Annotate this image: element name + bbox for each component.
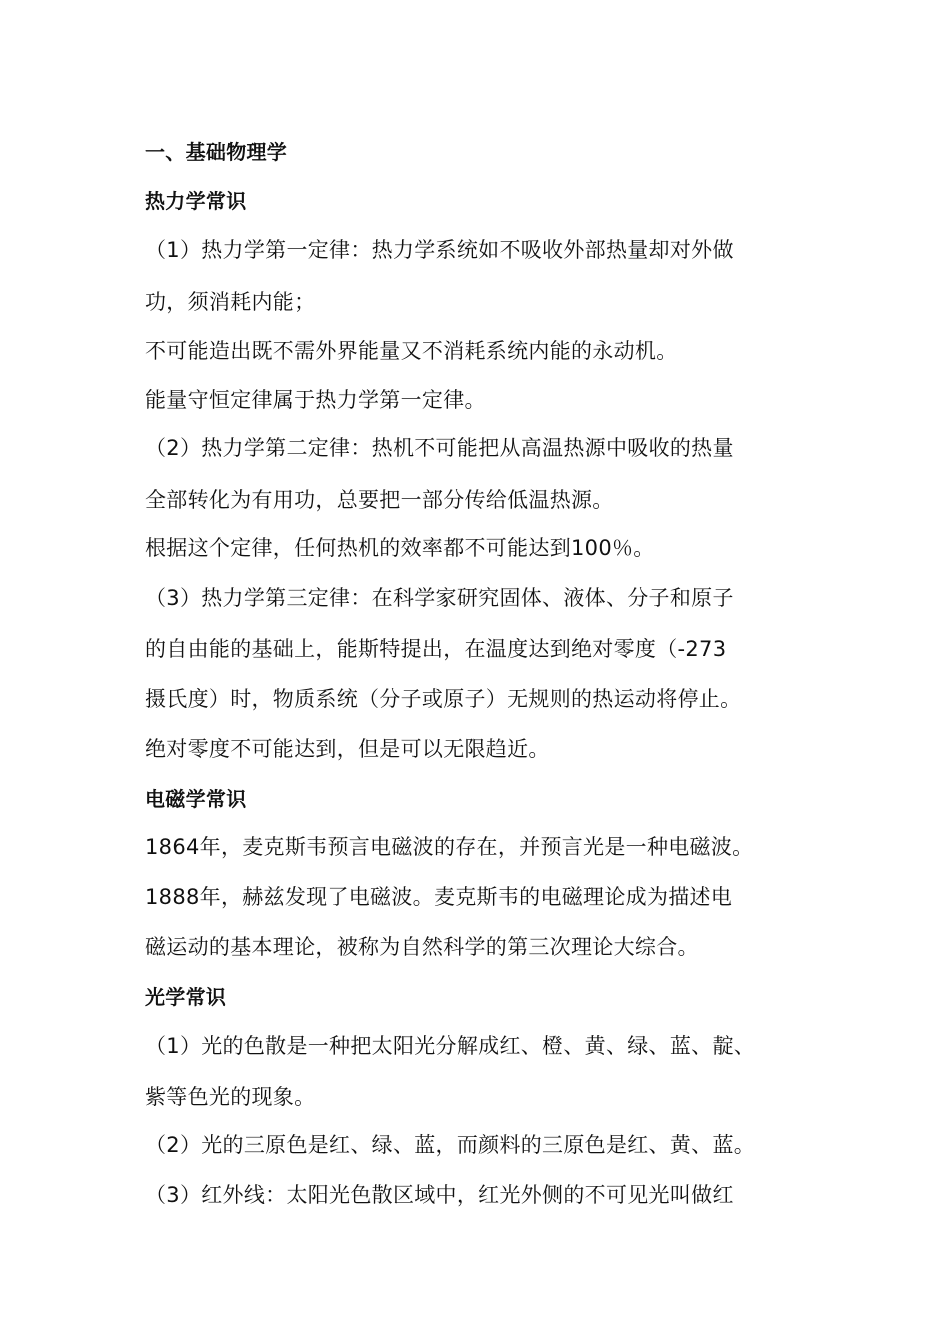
paragraph-line: 根据这个定律，任何热机的效率都不可能达到100％。 xyxy=(145,536,655,560)
paragraph-line: （2）光的三原色是红、绿、蓝，而颜料的三原色是红、黄、蓝。 xyxy=(145,1133,756,1157)
paragraph-line: 1888年，赫兹发现了电磁波。麦克斯韦的电磁理论成为描述电 xyxy=(145,885,733,909)
section-heading-thermodynamics: 热力学常识 xyxy=(145,189,247,213)
paragraph-line: 1864年，麦克斯韦预言电磁波的存在，并预言光是一种电磁波。 xyxy=(145,835,754,859)
paragraph-line: 摄氏度）时，物质系统（分子或原子）无规则的热运动将停止。 xyxy=(145,687,742,711)
section-heading-electromagnetism: 电磁学常识 xyxy=(145,787,247,811)
paragraph-line: 紫等色光的现象。 xyxy=(145,1085,316,1109)
paragraph-line: 能量守恒定律属于热力学第一定律。 xyxy=(145,388,486,412)
paragraph-line: 全部转化为有用功，总要把一部分传给低温热源。 xyxy=(145,488,614,512)
paragraph-line: 的自由能的基础上，能斯特提出，在温度达到绝对零度（-273 xyxy=(145,637,727,661)
document-title: 一、基础物理学 xyxy=(145,140,288,164)
paragraph-line: （3）红外线：太阳光色散区域中，红光外侧的不可见光叫做红 xyxy=(145,1183,734,1207)
paragraph-line: 不可能造出既不需外界能量又不消耗系统内能的永动机。 xyxy=(145,339,678,363)
paragraph-line: 功，须消耗内能； xyxy=(145,290,316,314)
paragraph-line: 绝对零度不可能达到，但是可以无限趋近。 xyxy=(145,737,550,761)
paragraph-line: （2）热力学第二定律：热机不可能把从高温热源中吸收的热量 xyxy=(145,436,734,460)
section-heading-optics: 光学常识 xyxy=(145,985,227,1009)
paragraph-line: （1）热力学第一定律：热力学系统如不吸收外部热量却对外做 xyxy=(145,238,734,262)
paragraph-line: （1）光的色散是一种把太阳光分解成红、橙、黄、绿、蓝、靛、 xyxy=(145,1034,756,1058)
paragraph-line: （3）热力学第三定律：在科学家研究固体、液体、分子和原子 xyxy=(145,586,734,610)
paragraph-line: 磁运动的基本理论，被称为自然科学的第三次理论大综合。 xyxy=(145,935,699,959)
